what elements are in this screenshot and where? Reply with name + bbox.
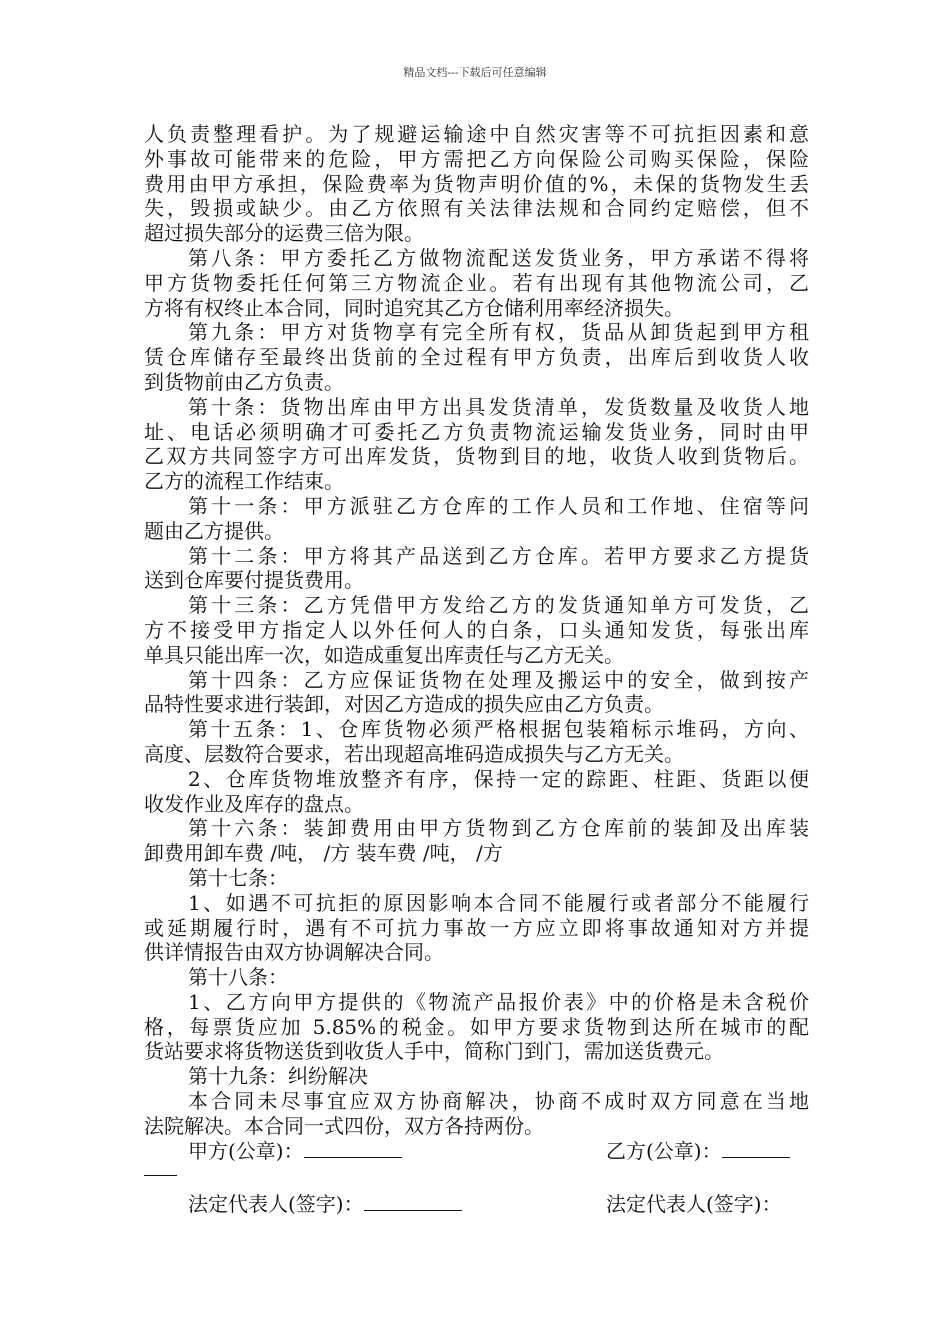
representative-row-left (188, 1192, 462, 1217)
text-line: 乙双方共同签字方可出库发货，货物到目的地，收货人收到货物后。 (144, 444, 809, 469)
text-line: 第十二条：甲方将其产品送到乙方仓库。若甲方要求乙方提货 (188, 543, 809, 568)
text-line: 第十九条：纠纷解决 (188, 1064, 368, 1089)
text-line: 本合同未尽事宜应双方协商解决，协商不成时双方同意在当地 (188, 1089, 809, 1114)
text-line: 费用由甲方承担，保险费率为货物声明价值的%，未保的货物发生丢 (144, 171, 809, 196)
text-line: 赁仓库储存至最终出货前的全过程有甲方负责，出库后到收货人收 (144, 345, 809, 370)
text-line: 方不接受甲方指定人以外任何人的白条，口头通知发货，每张出库 (144, 617, 809, 642)
representative-row (144, 1192, 809, 1217)
text-line: 卸费用卸车费 /吨， /方 装车费 /吨， /方 (144, 841, 503, 866)
signature-blank[interactable] (722, 1139, 790, 1158)
seal-row-left (188, 1139, 402, 1164)
text-line: 品特性要求进行装卸，对因乙方造成的损失应由乙方负责。 (144, 692, 664, 717)
signature-label: 乙方(公章)： (606, 1138, 722, 1163)
text-line: 格，每票货应加 5.85%的税金。如甲方要求货物到达所在城市的配 (144, 1014, 809, 1039)
text-line: 供详情报告由双方协调解决合同。 (144, 940, 444, 965)
representative-row-right (606, 1192, 782, 1217)
text-line: 第十六条：装卸费用由甲方货物到乙方仓库前的装卸及出库装 (188, 816, 809, 841)
text-line: 高度、层数符合要求，若出现超高堆码造成损失与乙方无关。 (144, 741, 684, 766)
text-line: 失，毁损或缺少。由乙方依照有关法律法规和合同约定赔偿，但不 (144, 196, 809, 221)
text-line: 题由乙方提供。 (144, 518, 284, 543)
text-line: 第十八条： (188, 965, 288, 990)
text-line: 到货物前由乙方负责。 (144, 369, 344, 394)
text-line: 第十七条： (188, 865, 288, 890)
text-line: 1、乙方向甲方提供的《物流产品报价表》中的价格是未含税价 (188, 989, 809, 1014)
text-line: 超过损失部分的运费三倍为限。 (144, 221, 424, 246)
text-line: 第十五条：1、仓库货物必须严格根据包装箱标示堆码，方向、 (188, 717, 809, 742)
text-line: 货站要求将货物送货到收货人手中，简称门到门，需加送货费元。 (144, 1039, 724, 1064)
text-line: 外事故可能带来的危险，甲方需把乙方向保险公司购买保险，保险 (144, 146, 809, 171)
signature-label: 法定代表人(签字)： (606, 1192, 782, 1217)
signature-blank[interactable] (144, 1175, 177, 1176)
page-header: 精品文档---下载后可任意编辑 (403, 66, 547, 79)
text-line: 法院解决。本合同一式四份，双方各持两份。 (144, 1113, 544, 1138)
text-line: 2、仓库货物堆放整齐有序，保持一定的踪距、柱距、货距以便 (188, 766, 809, 791)
text-line: 第十四条：乙方应保证货物在处理及搬运中的安全，做到按产 (188, 667, 809, 692)
signature-blank[interactable] (364, 1192, 462, 1211)
text-line: 收发作业及库存的盘点。 (144, 791, 364, 816)
text-line: 第十一条：甲方派驻乙方仓库的工作人员和工作地、住宿等问 (188, 493, 809, 518)
text-line: 第九条：甲方对货物享有完全所有权，货品从卸货起到甲方租 (188, 320, 809, 345)
text-line: 或延期履行时，遇有不可抗力事故一方应立即将事故通知对方并提 (144, 915, 809, 940)
text-line: 第十三条：乙方凭借甲方发给乙方的发货通知单方可发货，乙 (188, 593, 809, 618)
text-line: 第八条：甲方委托乙方做物流配送发货业务，甲方承诺不得将 (188, 245, 809, 270)
text-line: 单具只能出库一次，如造成重复出库责任与乙方无关。 (144, 642, 624, 667)
signature-label: 法定代表人(签字)： (188, 1192, 364, 1217)
text-line: 人负责整理看护。为了规避运输途中自然灾害等不可抗拒因素和意 (144, 122, 809, 146)
seal-row-right (606, 1139, 790, 1164)
text-line: 第十条：货物出库由甲方出具发货清单，发货数量及收货人地 (188, 394, 809, 419)
seal-row (144, 1139, 809, 1164)
text-line: 甲方货物委托任何第三方物流企业。若有出现有其他物流公司，乙 (144, 270, 809, 295)
text-line: 址、电话必须明确才可委托乙方负责物流运输发货业务，同时由甲 (144, 419, 809, 444)
text-line: 乙方的流程工作结束。 (144, 469, 344, 494)
signature-label: 甲方(公章)： (188, 1138, 304, 1163)
text-line: 方将有权终止本合同，同时追究其乙方仓储利用率经济损失。 (144, 295, 684, 320)
wrapped-blank-line (144, 1163, 809, 1188)
signature-blank[interactable] (304, 1139, 402, 1158)
text-line: 送到仓库要付提货费用。 (144, 568, 364, 593)
contract-body (144, 122, 809, 1217)
text-line: 1、如遇不可抗拒的原因影响本合同不能履行或者部分不能履行 (188, 890, 809, 915)
